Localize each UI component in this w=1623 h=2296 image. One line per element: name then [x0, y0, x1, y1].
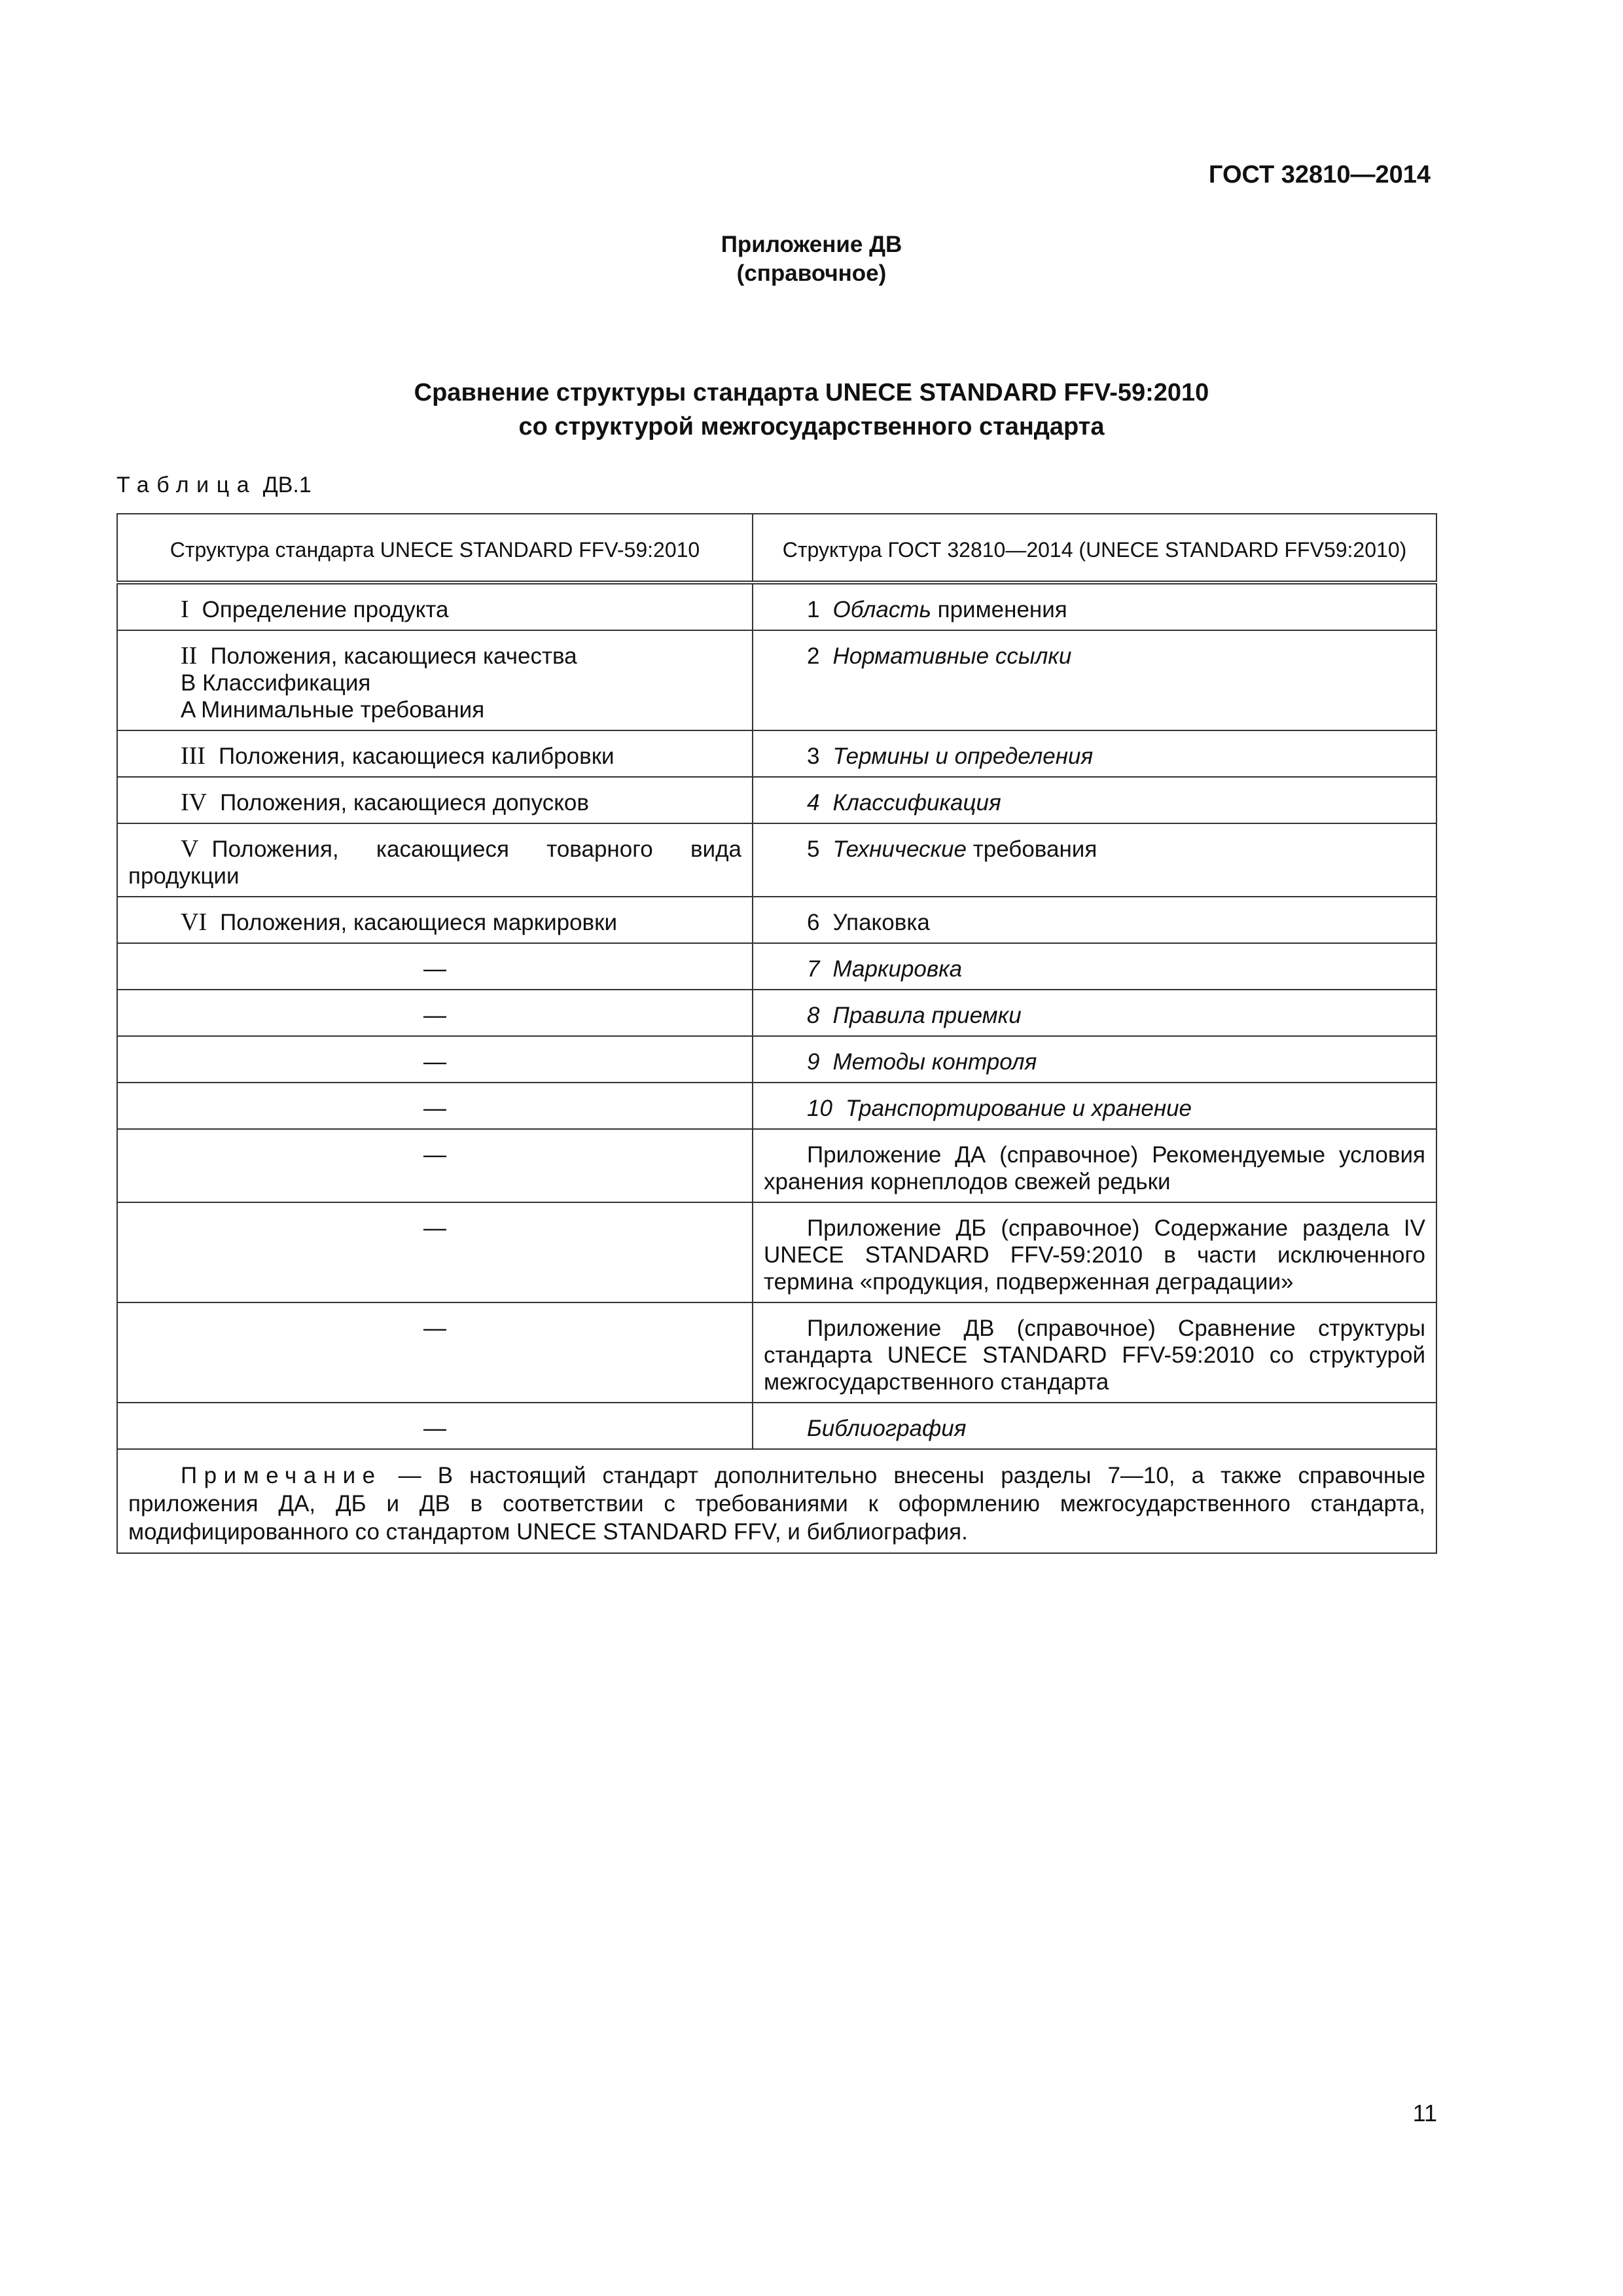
cell-subitem: B Классификация — [181, 670, 371, 696]
cell-italic: Методы контроля — [832, 1049, 1037, 1075]
unece-cell — [117, 583, 753, 630]
cell-italic: Маркировка — [832, 956, 963, 982]
section-number: 4 — [807, 790, 820, 816]
gost-cell — [753, 583, 1436, 630]
empty-cell-dash: — — [117, 1403, 753, 1449]
table-caption-word: Таблица — [116, 473, 257, 497]
roman-numeral: III — [181, 742, 205, 770]
table-row — [117, 990, 1436, 1036]
cell-italic: Нормативные ссылки — [832, 643, 1072, 669]
cell-subitem: A Минимальные требования — [181, 697, 485, 723]
note-label: Примечание — [181, 1463, 382, 1488]
gost-cell — [753, 943, 1436, 990]
table-row — [117, 1202, 1436, 1302]
title-line-1: Сравнение структуры стандарта UNECE STANDARD FFV-59:2010 — [414, 379, 1209, 406]
cell-italic: Транспортирование и хранение — [845, 1096, 1192, 1121]
table-row — [117, 630, 1436, 730]
table-note-row — [117, 1449, 1436, 1553]
cell-italic: Технические — [832, 836, 967, 862]
cell-italic: Правила приемки — [832, 1003, 1022, 1028]
cell-text: Положения, касающиеся товарного вида продукции — [128, 836, 741, 889]
gost-cell — [753, 630, 1436, 730]
cell-text: Определение продукта — [202, 597, 449, 622]
table-header-row — [117, 514, 1436, 583]
table-row — [117, 777, 1436, 823]
section-number: 5 — [807, 836, 820, 862]
title-line-2: со структурой межгосударственного стандарта — [518, 413, 1105, 440]
cell-text: Упаковка — [832, 910, 930, 935]
table-caption-number: ДВ.1 — [262, 473, 312, 497]
table-row — [117, 897, 1436, 943]
note-text: — В настоящий стандарт дополнительно внесены разделы 7—10, а также справочные приложения ДА, ДБ и ДВ в соответствии с требованиями к оформлению межгосударственного стандарта, модифицированного со стандартом UNECE STANDARD FFV, и библиография. — [128, 1463, 1425, 1545]
unece-cell — [117, 630, 753, 730]
cell-italic: Термины и определения — [832, 744, 1094, 769]
section-number: 2 — [807, 643, 820, 669]
table-caption — [116, 473, 312, 498]
section-number: 9 — [807, 1049, 820, 1075]
empty-cell-dash: — — [117, 1202, 753, 1302]
table-row — [117, 730, 1436, 777]
section-number: 7 — [807, 956, 820, 982]
gost-cell — [753, 1129, 1436, 1202]
table-row — [117, 1302, 1436, 1403]
appendix-heading — [0, 230, 1623, 288]
gost-cell — [753, 1083, 1436, 1129]
header-unece-structure: Структура стандарта UNECE STANDARD FFV-59:2010 — [117, 514, 753, 583]
comparison-table — [116, 513, 1437, 1554]
table-row — [117, 1129, 1436, 1202]
empty-cell-dash: — — [117, 1302, 753, 1403]
unece-cell — [117, 730, 753, 777]
appendix-subtitle: (справочное) — [736, 260, 887, 286]
roman-numeral: II — [181, 642, 198, 670]
cell-text: Приложение ДВ (справочное) Сравнение структуры стандарта UNECE STANDARD FFV-59:2010 со структурой межгосударственного стандарта — [764, 1316, 1425, 1395]
table-row — [117, 1036, 1436, 1083]
empty-cell-dash: — — [117, 1129, 753, 1202]
section-number: 3 — [807, 744, 820, 769]
section-number: 8 — [807, 1003, 820, 1028]
gost-cell — [753, 823, 1436, 897]
cell-text: Положения, касающиеся качества — [210, 643, 577, 669]
document-code: ГОСТ 32810—2014 — [1208, 161, 1431, 188]
cell-italic: Область — [832, 597, 931, 622]
cell-text: Положения, касающиеся калибровки — [218, 744, 615, 769]
unece-cell — [117, 897, 753, 943]
table-row — [117, 1403, 1436, 1449]
cell-italic: Библиография — [807, 1416, 967, 1441]
section-number: 1 — [807, 597, 820, 622]
cell-text: применения — [931, 597, 1067, 622]
gost-cell — [753, 777, 1436, 823]
unece-cell — [117, 777, 753, 823]
roman-numeral: VI — [181, 908, 207, 936]
cell-text: Положения, касающиеся допусков — [220, 790, 589, 816]
table-note — [117, 1449, 1436, 1553]
empty-cell-dash: — — [117, 1083, 753, 1129]
gost-cell — [753, 990, 1436, 1036]
gost-cell — [753, 1403, 1436, 1449]
cell-text: Положения, касающиеся маркировки — [220, 910, 618, 935]
roman-numeral: IV — [181, 789, 207, 816]
table-row — [117, 943, 1436, 990]
gost-cell — [753, 1202, 1436, 1302]
table-row — [117, 583, 1436, 630]
empty-cell-dash: — — [117, 1036, 753, 1083]
section-number: 10 — [807, 1096, 832, 1121]
section-title — [0, 376, 1623, 444]
empty-cell-dash: — — [117, 990, 753, 1036]
header-gost-structure: Структура ГОСТ 32810—2014 (UNECE STANDARD FFV59:2010) — [753, 514, 1436, 583]
page-number: 11 — [1412, 2100, 1437, 2126]
section-number: 6 — [807, 910, 820, 935]
cell-text: требования — [966, 836, 1097, 862]
gost-cell — [753, 1302, 1436, 1403]
appendix-title: Приложение ДВ — [721, 232, 902, 257]
cell-text: Приложение ДА (справочное) Рекомендуемые условия хранения корнеплодов свежей редьки — [764, 1142, 1425, 1194]
cell-italic: Классификация — [832, 790, 1001, 816]
unece-cell — [117, 823, 753, 897]
gost-cell — [753, 1036, 1436, 1083]
roman-numeral: I — [181, 596, 189, 623]
roman-numeral: V — [181, 835, 199, 863]
table-row — [117, 1083, 1436, 1129]
empty-cell-dash: — — [117, 943, 753, 990]
gost-cell — [753, 897, 1436, 943]
table-row — [117, 823, 1436, 897]
cell-text: Приложение ДБ (справочное) Содержание раздела IV UNECE STANDARD FFV-59:2010 в части исключенного термина «продукция, подверженная деградации» — [764, 1215, 1425, 1295]
gost-cell — [753, 730, 1436, 777]
